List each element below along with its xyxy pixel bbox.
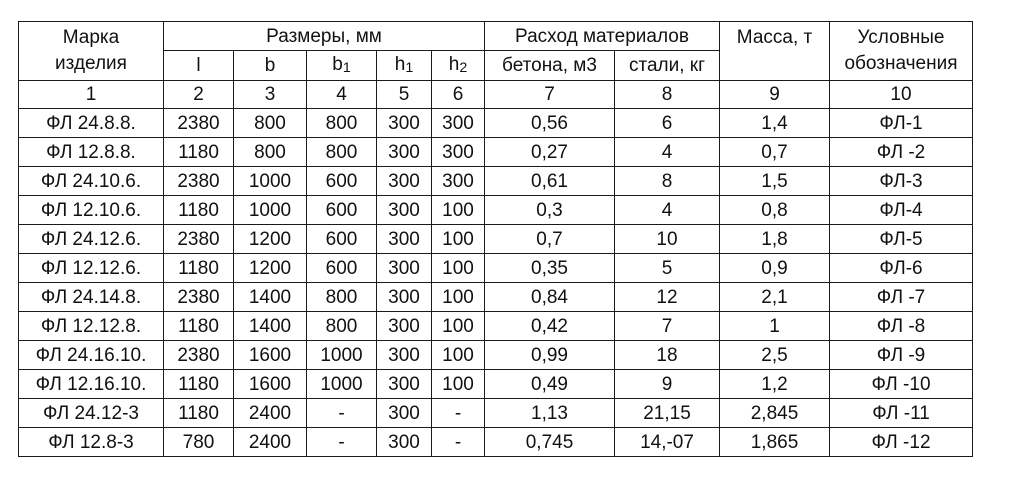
cell-mass: 0,9 — [720, 254, 830, 283]
cell-h2: 100 — [432, 254, 485, 283]
cell-b: 1200 — [234, 225, 307, 254]
cell-mark: ФЛ 24.12.6. — [19, 225, 164, 254]
cell-mass: 1,2 — [720, 370, 830, 399]
column-number: 2 — [164, 81, 234, 109]
cell-mark: ФЛ 12.12.8. — [19, 312, 164, 341]
header-mark: Марка изделия — [19, 22, 164, 81]
cell-b1: 600 — [307, 196, 377, 225]
cell-l: 2380 — [164, 283, 234, 312]
cell-symbol: ФЛ -11 — [830, 399, 973, 428]
header-materials: Расход материалов — [485, 22, 720, 51]
cell-l: 1180 — [164, 370, 234, 399]
cell-concrete: 0,61 — [485, 167, 615, 196]
cell-mark: ФЛ 12.10.6. — [19, 196, 164, 225]
cell-steel: 6 — [615, 109, 720, 138]
cell-concrete: 0,42 — [485, 312, 615, 341]
cell-concrete: 0,3 — [485, 196, 615, 225]
cell-b: 2400 — [234, 428, 307, 457]
header-mass: Масса, т — [720, 22, 830, 81]
header-b: b — [234, 51, 307, 81]
cell-b1: 1000 — [307, 341, 377, 370]
header-h1: $h_1$ — [377, 51, 432, 81]
table-row — [19, 428, 973, 457]
cell-b1: 600 — [307, 167, 377, 196]
cell-b1: 600 — [307, 254, 377, 283]
cell-mass: 1,8 — [720, 225, 830, 254]
cell-symbol: ФЛ -9 — [830, 341, 973, 370]
column-number: 5 — [377, 81, 432, 109]
cell-symbol: ФЛ -12 — [830, 428, 973, 457]
cell-symbol: ФЛ -7 — [830, 283, 973, 312]
cell-steel: 14,-07 — [615, 428, 720, 457]
cell-mass: 1,4 — [720, 109, 830, 138]
table-row — [19, 225, 973, 254]
table-row — [19, 370, 973, 399]
cell-mark: ФЛ 12.8-3 — [19, 428, 164, 457]
cell-h2: 100 — [432, 283, 485, 312]
cell-mass: 2,5 — [720, 341, 830, 370]
cell-b1: 800 — [307, 283, 377, 312]
cell-b1: - — [307, 428, 377, 457]
cell-l: 1180 — [164, 254, 234, 283]
cell-mark: ФЛ 24.12-3 — [19, 399, 164, 428]
cell-concrete: 0,99 — [485, 341, 615, 370]
cell-h2: 300 — [432, 167, 485, 196]
cell-h2: 100 — [432, 196, 485, 225]
cell-l: 1180 — [164, 138, 234, 167]
cell-steel: 10 — [615, 225, 720, 254]
cell-mass: 0,8 — [720, 196, 830, 225]
cell-b1: 800 — [307, 138, 377, 167]
header-h2: $h_2$ — [432, 51, 485, 81]
cell-l: 2380 — [164, 341, 234, 370]
cell-h2: - — [432, 428, 485, 457]
cell-h1: 300 — [377, 138, 432, 167]
cell-l: 2380 — [164, 109, 234, 138]
table-row — [19, 254, 973, 283]
cell-h1: 300 — [377, 370, 432, 399]
cell-h1: 300 — [377, 109, 432, 138]
cell-concrete: 0,7 — [485, 225, 615, 254]
cell-l: 1180 — [164, 399, 234, 428]
column-number: 6 — [432, 81, 485, 109]
cell-concrete: 0,35 — [485, 254, 615, 283]
cell-h1: 300 — [377, 283, 432, 312]
cell-b1: 600 — [307, 225, 377, 254]
cell-mass: 1 — [720, 312, 830, 341]
cell-b: 1400 — [234, 283, 307, 312]
column-number: 1 — [19, 81, 164, 109]
cell-symbol: ФЛ-1 — [830, 109, 973, 138]
column-number: 4 — [307, 81, 377, 109]
cell-h2: 100 — [432, 370, 485, 399]
header-sizes: Размеры, мм — [164, 22, 485, 51]
cell-h2: - — [432, 399, 485, 428]
cell-b: 1600 — [234, 341, 307, 370]
cell-mark: ФЛ 12.16.10. — [19, 370, 164, 399]
cell-concrete: 1,13 — [485, 399, 615, 428]
cell-h1: 300 — [377, 312, 432, 341]
cell-steel: 7 — [615, 312, 720, 341]
column-number: 8 — [615, 81, 720, 109]
cell-concrete: 0,745 — [485, 428, 615, 457]
table-row — [19, 138, 973, 167]
cell-b: 1600 — [234, 370, 307, 399]
cell-b: 1000 — [234, 196, 307, 225]
cell-h1: 300 — [377, 428, 432, 457]
cell-steel: 4 — [615, 196, 720, 225]
cell-mass: 0,7 — [720, 138, 830, 167]
table-row — [19, 283, 973, 312]
cell-b: 800 — [234, 138, 307, 167]
cell-mass: 1,865 — [720, 428, 830, 457]
cell-steel: 9 — [615, 370, 720, 399]
cell-h1: 300 — [377, 399, 432, 428]
table-row — [19, 341, 973, 370]
cell-b1: - — [307, 399, 377, 428]
table-row — [19, 196, 973, 225]
cell-steel: 4 — [615, 138, 720, 167]
table-row — [19, 167, 973, 196]
column-number: 9 — [720, 81, 830, 109]
cell-symbol: ФЛ-5 — [830, 225, 973, 254]
cell-h1: 300 — [377, 254, 432, 283]
column-number-row — [19, 81, 973, 109]
cell-steel: 21,15 — [615, 399, 720, 428]
cell-symbol: ФЛ -8 — [830, 312, 973, 341]
cell-symbol: ФЛ-4 — [830, 196, 973, 225]
cell-b: 800 — [234, 109, 307, 138]
cell-h2: 100 — [432, 341, 485, 370]
cell-symbol: ФЛ-6 — [830, 254, 973, 283]
cell-h1: 300 — [377, 167, 432, 196]
cell-mark: ФЛ 24.14.8. — [19, 283, 164, 312]
table-row — [19, 312, 973, 341]
cell-b: 1400 — [234, 312, 307, 341]
cell-concrete: 0,56 — [485, 109, 615, 138]
cell-mark: ФЛ 12.8.8. — [19, 138, 164, 167]
cell-steel: 18 — [615, 341, 720, 370]
cell-h2: 300 — [432, 138, 485, 167]
cell-b: 2400 — [234, 399, 307, 428]
cell-h2: 300 — [432, 109, 485, 138]
cell-concrete: 0,49 — [485, 370, 615, 399]
column-number: 3 — [234, 81, 307, 109]
cell-mass: 2,845 — [720, 399, 830, 428]
column-number: 10 — [830, 81, 973, 109]
cell-h1: 300 — [377, 196, 432, 225]
cell-h1: 300 — [377, 341, 432, 370]
cell-mass: 1,5 — [720, 167, 830, 196]
table-row — [19, 109, 973, 138]
foundation-blocks-table — [18, 21, 973, 457]
cell-h1: 300 — [377, 225, 432, 254]
cell-symbol: ФЛ -10 — [830, 370, 973, 399]
cell-l: 1180 — [164, 196, 234, 225]
header-steel: стали, кг — [615, 51, 720, 81]
cell-mark: ФЛ 24.8.8. — [19, 109, 164, 138]
header-l: l — [164, 51, 234, 81]
header-row-top — [19, 22, 973, 51]
cell-b1: 800 — [307, 312, 377, 341]
cell-concrete: 0,27 — [485, 138, 615, 167]
column-number: 7 — [485, 81, 615, 109]
cell-mark: ФЛ 24.16.10. — [19, 341, 164, 370]
cell-b1: 800 — [307, 109, 377, 138]
cell-b: 1200 — [234, 254, 307, 283]
cell-l: 780 — [164, 428, 234, 457]
cell-symbol: ФЛ-3 — [830, 167, 973, 196]
cell-concrete: 0,84 — [485, 283, 615, 312]
cell-mark: ФЛ 24.10.6. — [19, 167, 164, 196]
cell-h2: 100 — [432, 312, 485, 341]
cell-steel: 12 — [615, 283, 720, 312]
cell-l: 1180 — [164, 312, 234, 341]
cell-l: 2380 — [164, 225, 234, 254]
cell-l: 2380 — [164, 167, 234, 196]
table-row — [19, 399, 973, 428]
cell-b1: 1000 — [307, 370, 377, 399]
header-concrete: бетона, м3 — [485, 51, 615, 81]
cell-b: 1000 — [234, 167, 307, 196]
cell-steel: 5 — [615, 254, 720, 283]
cell-h2: 100 — [432, 225, 485, 254]
cell-symbol: ФЛ -2 — [830, 138, 973, 167]
cell-mark: ФЛ 12.12.6. — [19, 254, 164, 283]
cell-steel: 8 — [615, 167, 720, 196]
header-b1: $b_1$ — [307, 51, 377, 81]
header-symbols: Условные обозначения — [830, 22, 973, 81]
cell-mass: 2,1 — [720, 283, 830, 312]
